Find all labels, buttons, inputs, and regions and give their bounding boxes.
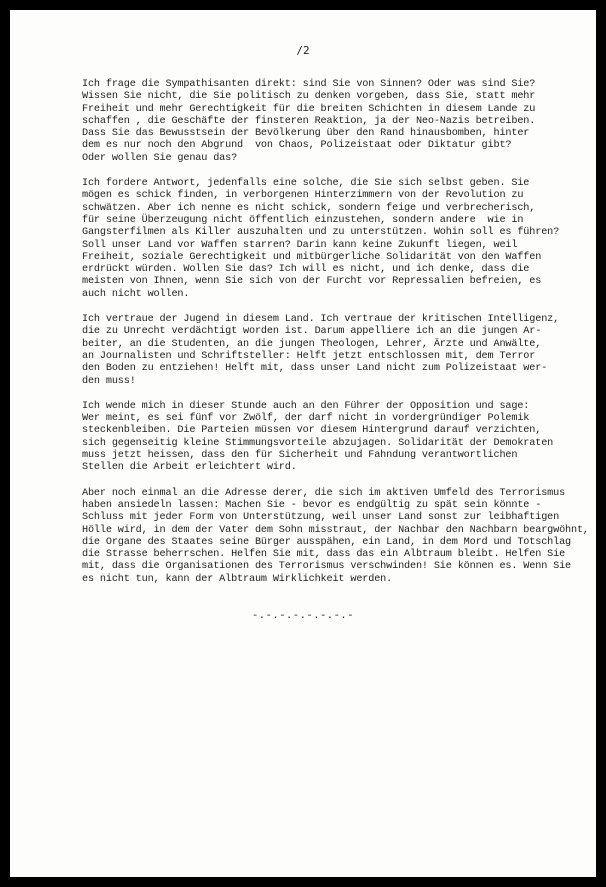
text-line: für seine Überzeugung nicht öffentlich einzustehen, sondern andere wie in (82, 214, 524, 226)
text-line: mit, dass die Organisationen des Terrorismus verschwinden! Sie können es. Wenn Sie (82, 561, 572, 573)
text-line: Stellen die Arbeit erleichtert wird. (82, 462, 297, 474)
paragraph-2 (82, 178, 562, 301)
text-line: Soll unser Land vor Waffen starren? Darin kann keine Zukunft liegen, weil (82, 239, 518, 251)
end-mark: -.-.-.-.-.-.-.- (251, 610, 354, 622)
text-line: beiter, an die Studenten, an die jungen Theologen, Lehrer, Ärzte und Anwälte, (82, 338, 542, 350)
text-line: den Boden zu entziehen! Helft mit, dass unser Land nicht zum Polizeistaat wer- (82, 363, 548, 375)
text-line: Ich vertraue der Jugend in diesem Land. Ich vertraue der kritischen Intelligenz, (82, 314, 560, 326)
text-line: sich gegenseitig kleine Stimmungsvorteile abzujagen. Solidarität der Demokraten (82, 437, 554, 449)
text-line: Freiheit, soziale Gerechtigkeit und mitbürgerliche Solidarität von den Waffen (82, 251, 542, 263)
text-line: an Journalisten und Schriftsteller: Helft jetzt entschlossen mit, dem Terror (82, 350, 536, 362)
text-line: Gangsterfilmen als Killer auszuhalten und zu unterstützen. Wohin soll es führen? (82, 227, 560, 239)
text-line: Ich fordere Antwort, jedenfalls eine solche, die Sie sich selbst geben. Sie (82, 178, 530, 190)
paragraph-3 (82, 314, 562, 388)
paragraph-1 (82, 79, 562, 165)
text-line: muss jetzt heissen, dass den für Sicherheit und Fahndung verantwortlichen (82, 450, 518, 462)
paragraph-5 (82, 487, 589, 586)
text-line: die zu Unrecht verdächtigt worden ist. Darum appelliere ich an die jungen Ar- (82, 326, 542, 338)
text-line: Freiheit und mehr Gerechtigkeit für die breiten Schichten in diesem Lande zu (82, 103, 536, 115)
text-line: Aber noch einmal an die Adresse derer, die sich im aktiven Umfeld des Terrorismus (82, 487, 566, 499)
paragraph-4 (82, 401, 562, 475)
document-page (10, 10, 596, 877)
text-line: die Strasse beherrschen. Helfen Sie mit, dass das ein Albtraum bleibt. Helfen Sie (82, 549, 566, 561)
text-line: auch nicht wollen. (82, 288, 190, 300)
document-body (82, 79, 589, 599)
text-line: Ich frage die Sympathisanten direkt: sind Sie von Sinnen? Oder was sind Sie? (82, 79, 536, 90)
text-line: meisten von Ihnen, wenn Sie sich von der Furcht vor Repressalien befreien, es (82, 276, 542, 288)
text-line: Schluss mit jeder Form von Unterstützung, weil unser Land sonst zur leibhaftigen (82, 512, 560, 524)
page-number: /2 (296, 44, 310, 57)
text-line: mögen es schick finden, in verborgenen Hinterzimmern von der Revolution zu (82, 190, 524, 202)
text-line: den muss! (82, 375, 136, 387)
text-line: erdrückt würden. Wollen Sie das? Ich will es nicht, und ich denke, dass die (82, 264, 530, 276)
text-line: Ich wende mich in dieser Stunde auch an den Führer der Opposition und sage: (82, 400, 530, 412)
text-line: Oder wollen Sie genau das? (82, 152, 238, 164)
text-line: schaffen , die Geschäfte der finsteren Reaktion, ja der Neo-Nazis betreiben. (82, 115, 536, 127)
text-line: haben ansiedeln lassen: Machen Sie - bevor es endgültig zu spät sein könnte - (82, 499, 542, 511)
text-line: Wissen Sie nicht, die Sie politisch zu denken vorgeben, dass Sie, statt mehr (82, 91, 536, 103)
text-line: es nicht tun, kann der Albtraum Wirklichkeit werden. (82, 573, 393, 585)
text-line: dem es nur noch den Abgrund von Chaos, Polizeistaat oder Diktatur gibt? (82, 140, 512, 152)
text-line: steckenbleiben. Die Parteien müssen vor diesem Hintergrund darauf verzichten, (82, 425, 542, 437)
text-line: Hölle wird, in dem der Vater dem Sohn misstraut, der Nachbar den Nachbarn beargwöhnt, (82, 524, 589, 536)
text-line: Dass Sie das Bewusstsein der Bevölkerung über den Rand hinausbomben, hinter (82, 128, 530, 140)
text-line: die Organe des Staates seine Bürger ausspähen, ein Land, in dem Mord und Totschlag (82, 536, 572, 548)
text-line: schwätzen. Aber ich nenne es nicht schick, sondern feige und verbrecherisch, (82, 202, 536, 214)
text-line: Wer meint, es sei fünf vor Zwölf, der darf nicht in vordergründiger Polemik (82, 413, 530, 425)
